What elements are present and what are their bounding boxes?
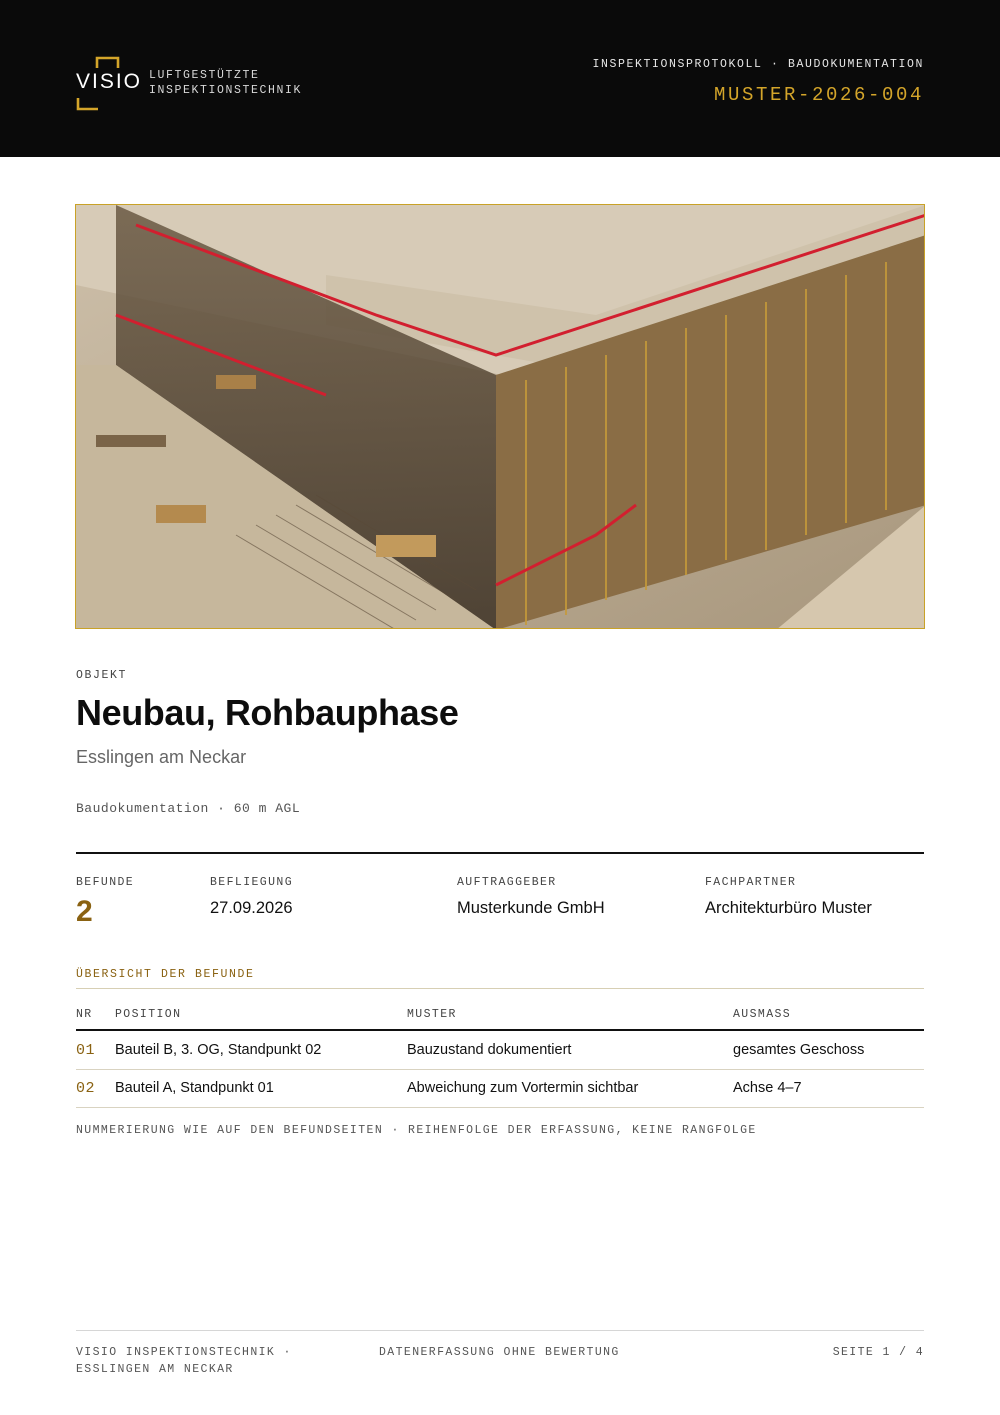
document-type: INSPEKTIONSPROTOKOLL · BAUDOKUMENTATION xyxy=(592,58,924,71)
befliegung-date: 27.09.2026 xyxy=(210,899,293,917)
auftraggeber-label: AUFTRAGGEBER xyxy=(457,876,557,889)
row-ausmass: gesamtes Geschoss xyxy=(733,1042,865,1058)
fachpartner-value: Architekturbüro Muster xyxy=(705,899,872,917)
row-number: 02 xyxy=(76,1080,96,1097)
findings-section-title: ÜBERSICHT DER BEFUNDE xyxy=(76,968,255,981)
logo-wordmark: VISIO xyxy=(76,70,143,93)
row-position: Bauteil A, Standpunkt 01 xyxy=(115,1080,274,1096)
page-header xyxy=(0,0,1000,157)
page-number: SEITE 1 / 4 xyxy=(832,1346,924,1359)
row-muster: Abweichung zum Vortermin sichtbar xyxy=(407,1080,639,1096)
row-muster: Bauzustand dokumentiert xyxy=(407,1042,572,1058)
fachpartner-label: FACHPARTNER xyxy=(705,876,797,889)
row-divider xyxy=(76,1069,924,1070)
object-label: OBJEKT xyxy=(76,669,128,682)
summary-befliegung xyxy=(210,876,293,918)
row-number: 01 xyxy=(76,1042,96,1059)
footer-center-note: DATENERFASSUNG OHNE BEWERTUNG xyxy=(379,1346,620,1359)
column-header-position: POSITION xyxy=(115,1008,182,1021)
befunde-count: 2 xyxy=(76,895,93,928)
befliegung-label: BEFLIEGUNG xyxy=(210,876,294,889)
footer-company-line-1: VISIO INSPEKTIONSTECHNIK · xyxy=(76,1346,292,1359)
footer-company-line-2: ESSLINGEN AM NECKAR xyxy=(76,1363,234,1376)
hero-construction-photo xyxy=(75,204,925,629)
object-meta: Baudokumentation · 60 m AGL xyxy=(76,801,301,816)
construction-site-image xyxy=(76,205,925,629)
object-location: Esslingen am Neckar xyxy=(76,747,247,767)
document-reference: MUSTER-2026-004 xyxy=(713,84,924,106)
row-ausmass: Achse 4–7 xyxy=(733,1080,802,1096)
column-header-ausmass: AUSMASS xyxy=(733,1008,792,1021)
company-tagline xyxy=(149,68,302,98)
divider xyxy=(76,852,924,854)
befunde-label: BEFUNDE xyxy=(76,876,135,889)
divider xyxy=(76,988,924,989)
tagline-line-2: INSPEKTIONSTECHNIK xyxy=(149,84,303,97)
visio-logo xyxy=(76,56,143,112)
summary-fachpartner xyxy=(705,876,872,918)
column-header-muster: MUSTER xyxy=(407,1008,457,1021)
table-header-rule xyxy=(76,1029,924,1031)
object-title: Neubau, Rohbauphase xyxy=(76,692,459,733)
footer-divider xyxy=(76,1330,924,1331)
row-position: Bauteil B, 3. OG, Standpunkt 02 xyxy=(115,1042,322,1058)
summary-auftraggeber xyxy=(457,876,605,918)
row-divider xyxy=(76,1107,924,1108)
column-header-nr: NR xyxy=(76,1008,93,1021)
summary-befunde xyxy=(76,876,134,929)
findings-note: NUMMERIERUNG WIE AUF DEN BEFUNDSEITEN · REIHENFOLGE DER ERFASSUNG, KEINE RANGFOLGE xyxy=(76,1124,757,1137)
auftraggeber-value: Musterkunde GmbH xyxy=(457,899,605,917)
footer-company xyxy=(76,1344,292,1378)
tagline-line-1: LUFTGESTÜTZTE xyxy=(149,69,260,82)
